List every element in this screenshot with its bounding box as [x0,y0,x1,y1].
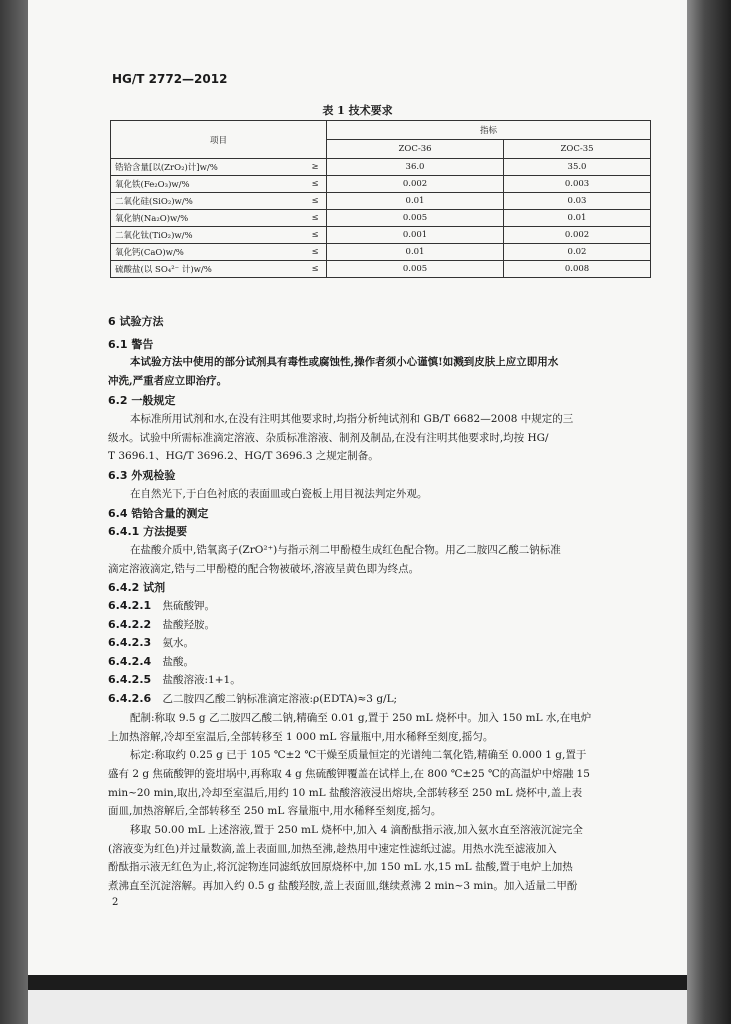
section-heading: 6 试验方法 [108,315,164,328]
document-page [28,0,687,975]
col-header-indicator: 指标 [327,121,651,140]
section-heading: 6.3 外观检验 [108,469,176,482]
table-row [111,261,651,278]
row-value: 36.0 [327,159,504,176]
col-header-item: 项目 [111,121,327,159]
row-comparator: ≤ [304,244,327,261]
reagent-item [108,617,215,632]
row-item: 氧化铁(Fe₂O₃)w/% [111,176,305,193]
table-caption: 表 1 技术要求 [322,104,393,117]
reagent-text: 乙二胺四乙酸二钠标准滴定溶液:ρ(EDTA)≈3 g/L; [162,693,398,705]
row-comparator: ≥ [304,159,327,176]
section-heading: 6.4 锆铪含量的测定 [108,507,209,520]
section-heading: 6.2 一般规定 [108,394,176,407]
paragraph-line: 盛有 2 g 焦硫酸钾的瓷坩埚中,再称取 4 g 焦硫酸钾覆盖在试样上,在 800 ℃±25 ℃的高温炉中熔融 15 [108,768,590,780]
row-value: 0.03 [504,193,651,210]
paragraph-line: 级水。试验中所需标准滴定溶液、杂质标准溶液、制剂及制品,在没有注明其他要求时,均按 HG/ [108,432,549,444]
row-value: 0.01 [327,244,504,261]
paragraph-line: 上加热溶解,冷却至室温后,全部转移至 1 000 mL 容量瓶中,用水稀释至刻度,摇匀。 [108,731,494,743]
row-item: 二氧化钛(TiO₂)w/% [111,227,305,244]
reagent-item [108,672,241,687]
paragraph-line: 煮沸直至沉淀溶解。再加入约 0.5 g 盐酸羟胺,盖上表面皿,继续煮沸 2 min~3 min。加入适量二甲酚 [108,880,578,892]
paragraph-line: 标定:称取约 0.25 g 已于 105 ℃±2 ℃干燥至质量恒定的光谱纯二氧化锆,精确至 0.000 1 g,置于 [130,749,587,761]
row-value: 0.005 [327,261,504,278]
paragraph-line: min~20 min,取出,冷却至室温后,用约 10 mL 盐酸溶液浸出熔块,全部转移至 250 mL 烧杯中,盖上表 [108,787,583,799]
reagent-number: 6.4.2.6 [108,692,152,705]
reagent-item [108,691,397,706]
table-row [111,244,651,261]
paragraph-line: 滴定溶液滴定,锆与二甲酚橙的配合物被破坏,溶液呈黄色即为终点。 [108,563,420,575]
reagent-text: 盐酸溶液:1+1。 [162,674,241,686]
next-page-edge [28,990,687,1024]
row-value: 0.005 [327,210,504,227]
scan-border-right [687,0,731,1024]
paragraph-line: 配制:称取 9.5 g 乙二胺四乙酸二钠,精确至 0.01 g,置于 250 mL 烧杯中。加入 150 mL 水,在电炉 [130,712,592,724]
standard-header: HG/T 2772—2012 [112,72,228,86]
row-value: 0.01 [327,193,504,210]
row-comparator: ≤ [304,176,327,193]
paragraph-line: 在盐酸介质中,锆氧离子(ZrO²⁺)与指示剂二甲酚橙生成红色配合物。用乙二胺四乙酸二钠标准 [130,544,561,556]
reagent-number: 6.4.2.4 [108,655,152,668]
paragraph-line: T 3696.1、HG/T 3696.2、HG/T 3696.3 之规定制备。 [108,450,379,462]
reagent-item [108,635,194,650]
reagent-number: 6.4.2.2 [108,618,152,631]
row-value: 0.002 [327,176,504,193]
row-value: 35.0 [504,159,651,176]
row-item: 硫酸盐(以 SO₄²⁻ 计)w/% [111,261,305,278]
scan-border-left [0,0,28,1024]
spec-table [110,120,651,278]
paragraph-line: 冲洗,严重者应立即治疗。 [108,375,228,387]
row-comparator: ≤ [304,227,327,244]
paragraph-line: 在自然光下,于白色衬底的表面皿或白瓷板上用目视法判定外观。 [130,488,428,500]
reagent-number: 6.4.2.5 [108,673,152,686]
table-row [111,227,651,244]
reagent-item [108,598,215,613]
row-comparator: ≤ [304,210,327,227]
reagent-text: 盐酸羟胺。 [162,619,215,631]
table-row [111,176,651,193]
reagent-number: 6.4.2.1 [108,599,152,612]
reagent-text: 盐酸。 [162,656,194,668]
row-value: 0.003 [504,176,651,193]
row-value: 0.02 [504,244,651,261]
row-value: 0.001 [327,227,504,244]
row-value: 0.008 [504,261,651,278]
row-item: 锆铪含量[以(ZrO₂)计]w/% [111,159,305,176]
row-item: 二氧化硅(SiO₂)w/% [111,193,305,210]
row-item: 氧化钙(CaO)w/% [111,244,305,261]
section-heading: 6.4.2 试剂 [108,581,166,594]
row-comparator: ≤ [304,261,327,278]
col-header-grade: ZOC-36 [327,140,504,159]
section-heading: 6.4.1 方法提要 [108,525,188,538]
paragraph-line: 酚酞指示液无红色为止,将沉淀物连同滤纸放回原烧杯中,加 150 mL 水,15 mL 盐酸,置于电炉上加热 [108,861,573,873]
reagent-text: 氨水。 [162,637,194,649]
table-row [111,193,651,210]
row-value: 0.01 [504,210,651,227]
reagent-number: 6.4.2.3 [108,636,152,649]
paragraph-line: 面皿,加热溶解后,全部转移至 250 mL 容量瓶中,用水稀释至刻度,摇匀。 [108,805,442,817]
col-header-grade: ZOC-35 [504,140,651,159]
page-gap [28,975,687,990]
section-heading: 6.1 警告 [108,338,154,351]
reagent-text: 焦硫酸钾。 [162,600,215,612]
paragraph-line: 移取 50.00 mL 上述溶液,置于 250 mL 烧杯中,加入 4 滴酚酞指示液,加入氨水直至溶液沉淀完全 [130,824,583,836]
reagent-item [108,654,194,669]
table-row [111,210,651,227]
row-value: 0.002 [504,227,651,244]
paragraph-line: (溶液变为红色)并过量数滴,盖上表面皿,加热至沸,趁热用中速定性滤纸过滤。用热水洗至滤液加入 [108,843,557,855]
table-row [111,159,651,176]
row-comparator: ≤ [304,193,327,210]
page-number: 2 [112,897,119,908]
paragraph-line: 本试验方法中使用的部分试剂具有毒性或腐蚀性,操作者须小心谨慎!如溅到皮肤上应立即用水 [130,356,559,368]
paragraph-line: 本标准所用试剂和水,在没有注明其他要求时,均指分析纯试剂和 GB/T 6682—2008 中规定的三 [130,413,574,425]
row-item: 氧化钠(Na₂O)w/% [111,210,305,227]
